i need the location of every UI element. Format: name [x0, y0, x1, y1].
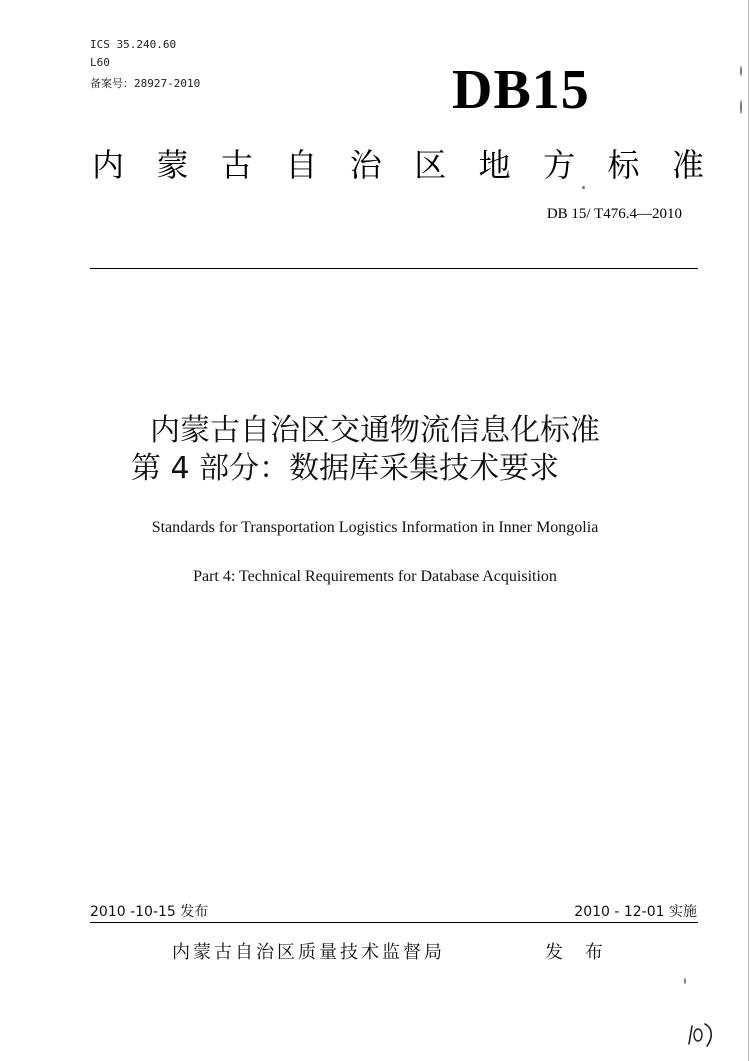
standard-number: DB 15/ T476.4—2010 — [546, 206, 682, 222]
local-standard-banner — [92, 146, 704, 184]
scan-speck — [684, 978, 686, 984]
scan-speck — [582, 186, 585, 189]
banner-char: 地 — [478, 146, 511, 184]
ics-code: ICS 35.240.60 — [90, 38, 177, 51]
banner-char: 蒙 — [156, 146, 189, 184]
handwritten-page-mark — [683, 1018, 719, 1048]
banner-char: 方 — [543, 146, 576, 184]
banner-char: 内 — [92, 146, 125, 184]
banner-char: 区 — [414, 146, 447, 184]
scan-speck — [740, 100, 742, 114]
english-title-line-2: Part 4: Technical Requirements for Database Acquisition — [193, 568, 557, 585]
scan-speck — [740, 66, 742, 76]
chinese-title-line-2: 第 4 部分：数据库采集技术要求 — [130, 451, 560, 486]
implementation-date: 2010 - 12-01 实施 — [574, 904, 697, 920]
english-title-line-1: Standards for Transportation Logistics Information in Inner Mongolia — [151, 519, 599, 536]
scan-edge-line — [748, 0, 749, 1061]
header-divider — [90, 268, 698, 269]
banner-char: 古 — [220, 146, 253, 184]
banner-char: 标 — [607, 146, 640, 184]
banner-char: 准 — [671, 146, 704, 184]
standard-mark: DB15 — [452, 59, 590, 121]
issue-date: 2010 -10-15 发布 — [90, 904, 209, 920]
record-number: 备案号：28927-2010 — [90, 77, 201, 90]
chinese-title-line-1: 内蒙古自治区交通物流信息化标准 — [150, 413, 600, 448]
banner-char: 治 — [349, 146, 382, 184]
footer-divider — [90, 922, 698, 923]
issuing-authority: 内蒙古自治区质量技术监督局 — [172, 942, 445, 963]
issue-label: 发 布 — [545, 942, 611, 963]
classification-code: L60 — [90, 56, 110, 69]
banner-char: 自 — [285, 146, 318, 184]
